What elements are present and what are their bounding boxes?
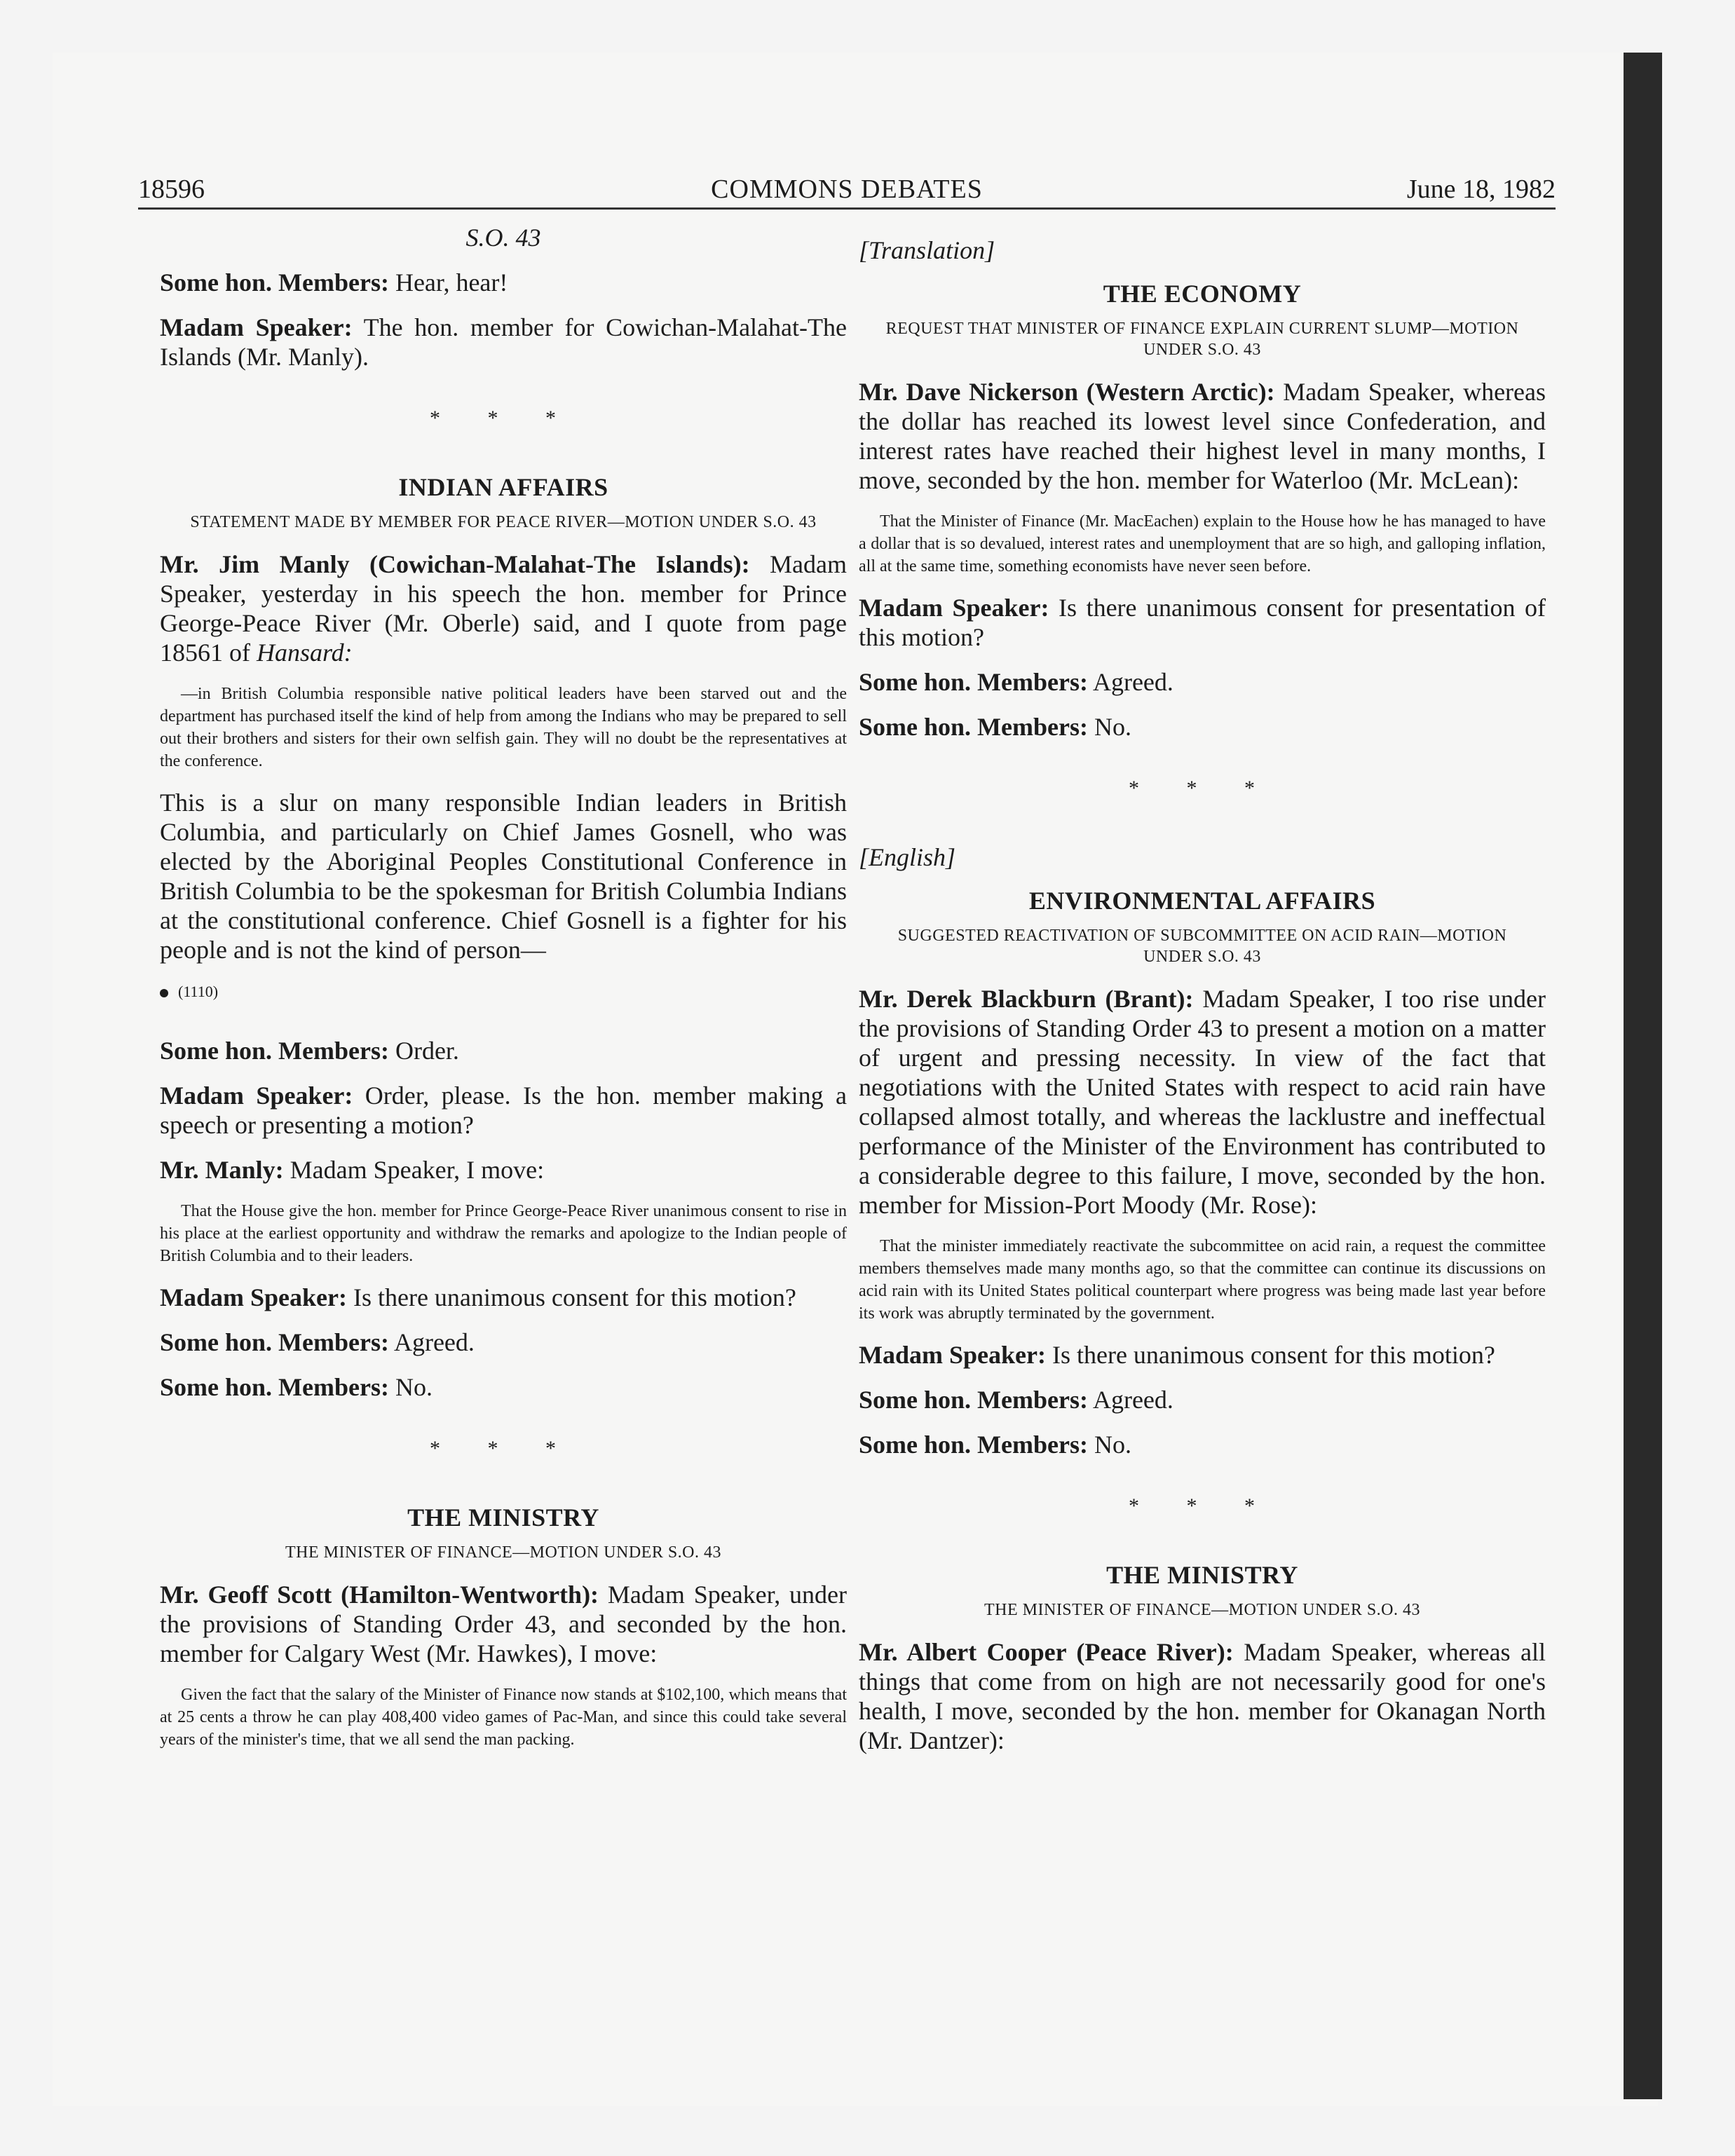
speech-block: [859, 1385, 1546, 1414]
speech-text: Hear, hear!: [395, 268, 508, 296]
section-title: INDIAN AFFAIRS: [398, 473, 608, 501]
speech-text: Order.: [395, 1037, 459, 1065]
speaker-name: Some hon. Members:: [859, 1431, 1088, 1459]
section-title: THE MINISTRY: [1106, 1561, 1298, 1589]
speaker-name: Mr. Derek Blackburn (Brant):: [859, 985, 1194, 1013]
speaker-name: Some hon. Members:: [160, 1373, 389, 1401]
page-number: 18596: [138, 175, 205, 204]
speech-text: No.: [395, 1373, 433, 1401]
section-divider: * * *: [1129, 1494, 1276, 1517]
section-subtitle: SUGGESTED REACTIVATION OF SUBCOMMITTEE ON ACID RAIN—MOTION UNDER S.O. 43: [897, 927, 1507, 966]
speaker-name: Some hon. Members:: [160, 268, 389, 296]
section-subtitle: REQUEST THAT MINISTER OF FINANCE EXPLAIN CURRENT SLUMP—MOTION UNDER S.O. 43: [885, 320, 1519, 359]
speech-block: [859, 667, 1546, 697]
speech-block: [859, 712, 1546, 742]
motion-text: That the Minister of Finance (Mr. MacEachen) explain to the House how he has managed to have a dollar that is so devalued, interest rates and unemployment that are so high, and galloping inflation, all at the same time, something economists have never seen before.: [859, 512, 1546, 575]
speech-block: [859, 1340, 1546, 1370]
speech-text: Madam Speaker, I move:: [290, 1156, 545, 1184]
quoted-passage: —in British Columbia responsible native political leaders have been starved out and the department has purchased itself the kind of help from among the Indians who may be prepared to sell out their brothers and sisters for their own selfish gain. They will no doubt be the representatives at the conference.: [160, 685, 847, 770]
right-column: [859, 223, 1546, 1770]
speech-text: No.: [1094, 1431, 1131, 1459]
language-tag: [Translation]: [859, 236, 995, 264]
speaker-name: Madam Speaker:: [160, 1082, 353, 1110]
motion-text: Given the fact that the salary of the Minister of Finance now stands at $102,100, which means that at 25 cents a throw he can play 408,400 video games of Pac-Man, and since this could take several years of the minister's time, that we all send the man packing.: [160, 1686, 847, 1749]
section-subtitle: THE MINISTER OF FINANCE—MOTION UNDER S.O. 43: [984, 1601, 1420, 1619]
running-head: [138, 174, 1556, 210]
section-subtitle: STATEMENT MADE BY MEMBER FOR PEACE RIVER—MOTION UNDER S.O. 43: [190, 513, 817, 531]
speaker-name: Mr. Albert Cooper (Peace River):: [859, 1638, 1234, 1666]
speech-text: Madam Speaker, yesterday in his speech the hon. member for Prince George-Peace River (Mr. Oberle) said, and I quote from page 18561 of: [160, 550, 847, 667]
speech-block: [160, 268, 847, 297]
speech-block: [160, 1036, 847, 1065]
section-divider: * * *: [430, 407, 577, 430]
speech-block: [160, 313, 847, 371]
speaker-name: Some hon. Members:: [160, 1328, 389, 1356]
speaker-name: Some hon. Members:: [859, 668, 1088, 696]
speech-text: Agreed.: [1092, 1386, 1173, 1414]
speaker-name: Madam Speaker:: [160, 1283, 347, 1311]
speaker-name: Mr. Dave Nickerson (Western Arctic):: [859, 378, 1275, 406]
speaker-name: Mr. Jim Manly (Cowichan-Malahat-The Islands):: [160, 550, 750, 578]
speech-text: Madam Speaker, I too rise under the provisions of Standing Order 43 to present a motion on a matter of urgent and pressing necessity. In view of the fact that negotiations with the United States with respect to acid rain have collapsed almost totally, and whereas the lacklustre and ineffectual performance of the Minister of the Environment has contributed to a considerable degree to this failure, I move, seconded by the hon. member for Mission-Port Moody (Mr. Rose):: [859, 985, 1546, 1219]
speaker-name: Madam Speaker:: [160, 313, 353, 341]
speaker-name: Mr. Manly:: [160, 1156, 284, 1184]
section-title: THE ECONOMY: [1103, 280, 1302, 308]
section-divider: * * *: [1129, 777, 1276, 800]
speech-block: [160, 1328, 847, 1357]
issue-date: June 18, 1982: [1406, 175, 1556, 204]
language-tag: [English]: [859, 843, 956, 871]
speaker-name: Madam Speaker:: [859, 1341, 1046, 1369]
time-label: (1110): [178, 983, 219, 1000]
speech-text: Order, please. Is the hon. member making a speech or presenting a motion?: [160, 1082, 847, 1139]
publication-title: COMMONS DEBATES: [711, 175, 983, 204]
speech-text: Madam Speaker, under the provisions of Standing Order 43, and seconded by the hon. member for Calgary West (Mr. Hawkes), I move:: [160, 1581, 848, 1667]
source-citation: Hansard:: [257, 639, 353, 667]
speech-block: [160, 1155, 847, 1185]
left-column: [160, 223, 847, 1766]
speech-text: Agreed.: [1092, 668, 1173, 696]
so-heading: S.O. 43: [465, 224, 541, 252]
speech-text: Is there unanimous consent for presentation of this motion?: [859, 594, 1546, 651]
speech-paragraph: This is a slur on many responsible Indian leaders in British Columbia, and particularly on Chief James Gosnell, who was elected by the Aboriginal Peoples Constitutional Conference in British Columbia to be the spokesman for British Columbia Indians at the constitutional conference. Chief Gosnell is a fighter for his people and is not the kind of person—: [160, 789, 847, 964]
speaker-name: Some hon. Members:: [859, 1386, 1088, 1414]
speech-block: [160, 1372, 847, 1402]
section-subtitle: THE MINISTER OF FINANCE—MOTION UNDER S.O. 43: [285, 1543, 721, 1562]
speech-block: [160, 1081, 847, 1140]
speech-text: Madam Speaker, whereas all things that come from on high are not necessarily good for one's health, I move, seconded by the hon. member for Okanagan North (Mr. Dantzer):: [859, 1638, 1546, 1754]
speech-block: [859, 377, 1546, 495]
bullet-icon: [160, 989, 168, 997]
speech-block: [160, 1580, 847, 1668]
section-title: ENVIRONMENTAL AFFAIRS: [1028, 887, 1376, 915]
motion-text: That the minister immediately reactivate the subcommittee on acid rain, a request the committee members themselves made many months ago, so that the committee can continue its discussions on acid rain with its United States political counterpart where progress was being made last year before its work was abruptly terminated by the government.: [859, 1237, 1546, 1323]
speech-block: [859, 593, 1546, 652]
section-divider: * * *: [430, 1437, 577, 1460]
speech-block: [859, 1637, 1546, 1755]
speech-block: [160, 550, 847, 667]
speaker-name: Madam Speaker:: [859, 594, 1049, 622]
speaker-name: Mr. Geoff Scott (Hamilton-Wentworth):: [160, 1581, 599, 1609]
speech-block: [859, 984, 1546, 1220]
time-marker: [160, 983, 847, 1001]
header-rule: [138, 207, 1556, 210]
speech-text: Madam Speaker, whereas the dollar has reached its lowest level since Confederation, and interest rates have reached their highest level in many months, I move, seconded by the hon. member for Waterloo (Mr. McLean):: [859, 378, 1546, 494]
speech-block: [160, 1283, 847, 1312]
speech-text: Is there unanimous consent for this motion?: [1052, 1341, 1495, 1369]
speech-text: No.: [1094, 713, 1131, 741]
speech-block: [859, 1430, 1546, 1459]
section-title: THE MINISTRY: [407, 1503, 599, 1531]
speech-text: Agreed.: [393, 1328, 475, 1356]
speech-text: Is there unanimous consent for this motion?: [353, 1283, 796, 1311]
motion-text: That the House give the hon. member for Prince George-Peace River unanimous consent to rise in his place at the earliest opportunity and withdraw the remarks and apologize to the Indian people of British Columbia and to their leaders.: [160, 1202, 847, 1265]
speaker-name: Some hon. Members:: [160, 1037, 389, 1065]
speaker-name: Some hon. Members:: [859, 713, 1088, 741]
binding-edge: [1624, 53, 1662, 2099]
speech-text: The hon. member for Cowichan-Malahat-The Islands (Mr. Manly).: [160, 313, 847, 371]
